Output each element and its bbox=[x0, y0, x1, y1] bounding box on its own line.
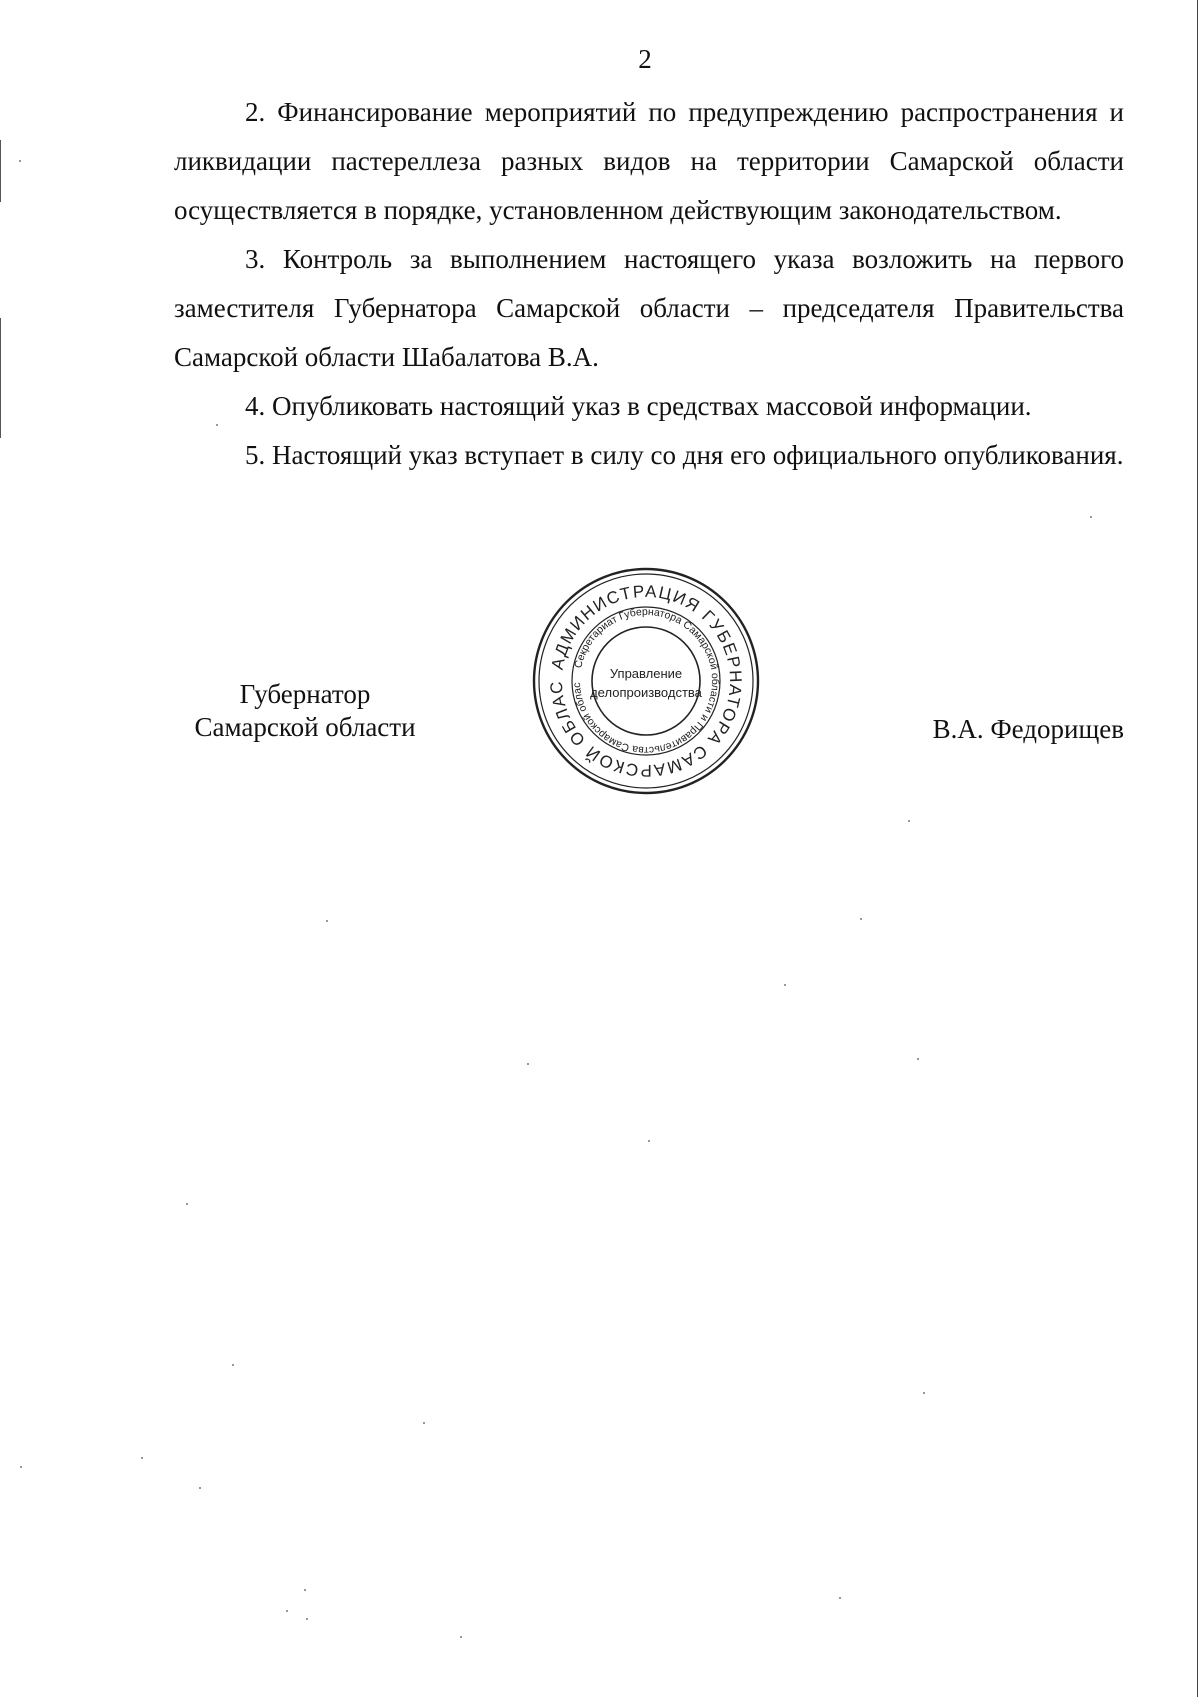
scan-speck bbox=[784, 984, 786, 986]
signatory-title bbox=[175, 678, 435, 744]
scan-speck bbox=[199, 1487, 201, 1489]
paragraph-control: 3. Контроль за выполнением настоящего указа возложить на первого заместителя Губернатора Самарской области – председателя Правительства Самарской области Шабалатова В.А. bbox=[174, 244, 1124, 372]
signatory-title-line2: Самарской области bbox=[194, 712, 416, 742]
seal-center-line2: делопроизводства bbox=[590, 685, 702, 700]
scan-speck bbox=[326, 920, 328, 922]
scan-speck bbox=[460, 1636, 462, 1638]
signatory-title-line1: Губернатор bbox=[239, 679, 371, 709]
scan-speck bbox=[923, 1392, 925, 1394]
document-body bbox=[174, 88, 1124, 480]
scan-speck bbox=[306, 1618, 308, 1620]
signatory-name: В.А. Федорищев bbox=[932, 714, 1124, 744]
scan-speck bbox=[423, 1422, 425, 1424]
scan-speck bbox=[860, 918, 862, 920]
scan-speck bbox=[286, 1610, 288, 1612]
scan-speck bbox=[304, 1589, 306, 1591]
page-right-edge bbox=[1197, 0, 1198, 1697]
paragraph-financing: 2. Финансирование мероприятий по предупреждению распространения и ликвидации пастереллеза разных видов на территории Самарской области осуществляется в порядке, установленном действующим законодательством. bbox=[174, 97, 1124, 225]
seal-outer-text: АДМИНИСТРАЦИЯ ГУБЕРНАТОРА САМАРСКОЙ ОБЛАС bbox=[546, 581, 746, 781]
scan-speck bbox=[648, 1140, 650, 1142]
seal-middle-text: Секретариат Губернатора Самарской области и Правительства Самарской облас bbox=[570, 605, 722, 757]
scan-speck bbox=[141, 1457, 143, 1459]
page-number: 2 bbox=[638, 44, 652, 74]
scan-speck bbox=[1090, 516, 1092, 518]
scan-speck bbox=[186, 1203, 188, 1205]
paragraph-effective-date: 5. Настоящий указ вступает в силу со дня его официального опубликования. bbox=[245, 440, 1124, 470]
scan-speck bbox=[232, 1364, 234, 1366]
scan-speck bbox=[917, 1058, 919, 1060]
paragraph-publish: 4. Опубликовать настоящий указ в средствах массовой информации. bbox=[245, 391, 1032, 421]
scan-speck bbox=[527, 1063, 529, 1065]
scan-speck bbox=[19, 160, 21, 162]
seal-center-line1: Управление bbox=[609, 666, 683, 681]
official-seal bbox=[531, 566, 761, 796]
scan-speck bbox=[20, 1466, 22, 1468]
scan-mark bbox=[0, 140, 1, 202]
scan-speck bbox=[908, 820, 910, 822]
scan-mark bbox=[0, 318, 1, 438]
scan-speck bbox=[839, 1597, 841, 1599]
